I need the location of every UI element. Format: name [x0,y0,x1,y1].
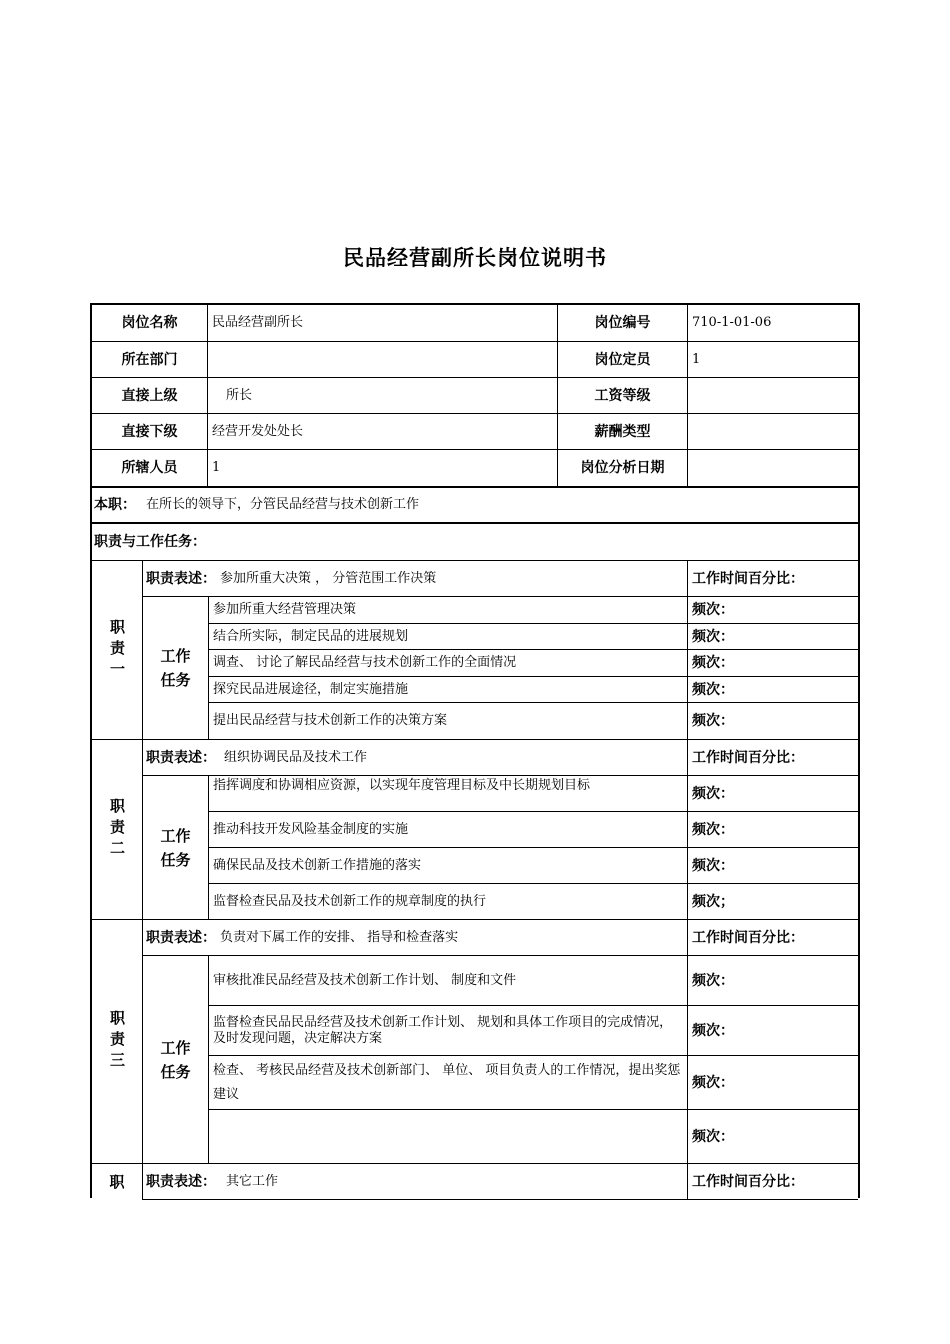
analysis-date-label: 岗位分析日期 [558,450,688,488]
headcount-value: 1 [688,342,858,378]
duty-1-task-5: 提出民品经营与技术创新工作的决策方案 [209,703,688,740]
duty-3-desc-label: 职责表述： [146,929,216,946]
duty-4-desc-row [143,1164,688,1200]
headcount-label: 岗位定员 [558,342,688,378]
duty-2-freq-2: 频次： [688,812,858,848]
duty-3-task-1: 审核批准民品经营及技术创新工作计划、 制度和文件 [209,956,688,1006]
main-duty-label: 本职： [94,497,136,513]
position-code-value: 710-1-01-06 [688,305,858,342]
duty-1-freq-1: 频次： [688,597,858,624]
duty-1-task-3: 调查、 讨论了解民品经营与技术创新工作的全面情况 [209,650,688,677]
department-value [208,342,558,378]
duty-2-task-2: 推动科技开发风险基金制度的实施 [209,812,688,848]
duty-1-task-1: 参加所重大经营管理决策 [209,597,688,624]
duty-2-task-1: 指挥调度和协调相应资源，以实现年度管理目标及中长期规划目标 [209,776,688,812]
duty-1-desc-row [143,561,688,597]
duty-3-task-3: 检查、 考核民品经营及技术创新部门、 单位、 项目负责人的工作情况，提出奖惩建议 [209,1056,688,1110]
duty-3-task-label: 工作任务 [143,956,209,1164]
duty-2-task-3: 确保民品及技术创新工作措施的落实 [209,848,688,884]
duty-3-desc-row [143,920,688,956]
duty-4-desc: 其它工作 [226,1173,279,1189]
duty-1-desc-label: 职责表述： [146,570,216,587]
duty-2-task-label: 工作任务 [143,776,209,920]
duty-2-desc-row [143,740,688,776]
pay-type-value [688,414,858,450]
salary-grade-value [688,378,858,414]
duty-1-freq-3: 频次： [688,650,858,677]
duty-3-label: 职责三 [92,920,143,1164]
duty-3-task-4 [209,1110,688,1164]
duty-2-freq-3: 频次： [688,848,858,884]
salary-grade-label: 工资等级 [558,378,688,414]
position-name-label: 岗位名称 [92,305,208,342]
duty-2-percent: 工作时间百分比： [688,740,858,776]
duty-2-desc-label: 职责表述： [146,749,216,766]
page-title: 民品经营副所长岗位说明书 [343,246,607,270]
position-code-label: 岗位编号 [558,305,688,342]
duty-3-freq-3: 频次： [688,1056,858,1110]
subordinate-label: 直接下级 [92,414,208,450]
duty-2-label: 职责二 [92,740,143,920]
duty-4-label: 职 [92,1164,143,1200]
duty-4-percent: 工作时间百分比： [688,1164,858,1200]
duty-4-desc-label: 职责表述： [146,1173,216,1190]
superior-value: 所长 [208,378,558,414]
position-name-value: 民品经营副所长 [208,305,558,342]
pay-type-label: 薪酬类型 [558,414,688,450]
job-description-table [90,303,860,1198]
superior-label: 直接上级 [92,378,208,414]
main-duty-text: 在所长的领导下，分管民品经营与技术创新工作 [146,497,420,512]
duty-3-freq-4: 频次： [688,1110,858,1164]
duty-1-freq-4: 频次： [688,677,858,703]
duty-3-percent: 工作时间百分比： [688,920,858,956]
duty-2-freq-1: 频次： [688,776,858,812]
main-duty-row [92,488,858,524]
duty-2-freq-4: 频次； [688,884,858,920]
duty-1-freq-2: 频次： [688,624,858,650]
duty-1-label: 职责一 [92,561,143,740]
duty-3-task-2: 监督检查民品民品经营及技术创新工作计划、 规划和具体工作项目的完成情况，及时发现问题，决定解决方案 [209,1006,688,1056]
duty-1-percent: 工作时间百分比： [688,561,858,597]
duty-1-freq-5: 频次： [688,703,858,740]
duty-3-freq-2: 频次： [688,1006,858,1056]
department-label: 所在部门 [92,342,208,378]
duty-2-desc: 组织协调民品及技术工作 [224,749,368,765]
duties-heading: 职责与工作任务： [92,524,858,561]
duty-1-task-label: 工作任务 [143,597,209,740]
duty-3-desc: 负责对下属工作的安排、 指导和检查落实 [220,929,459,945]
duty-1-task-4: 探究民品进展途径，制定实施措施 [209,677,688,703]
subordinate-value: 经营开发处处长 [208,414,558,450]
duty-3-freq-1: 频次： [688,956,858,1006]
analysis-date-value [688,450,858,488]
staff-label: 所辖人员 [92,450,208,488]
staff-value: 1 [208,450,558,488]
duty-1-desc: 参加所重大决策 ， 分管范围工作决策 [220,570,437,586]
duty-1-task-2: 结合所实际，制定民品的进展规划 [209,624,688,650]
duty-2-task-4: 监督检查民品及技术创新工作的规章制度的执行 [209,884,688,920]
